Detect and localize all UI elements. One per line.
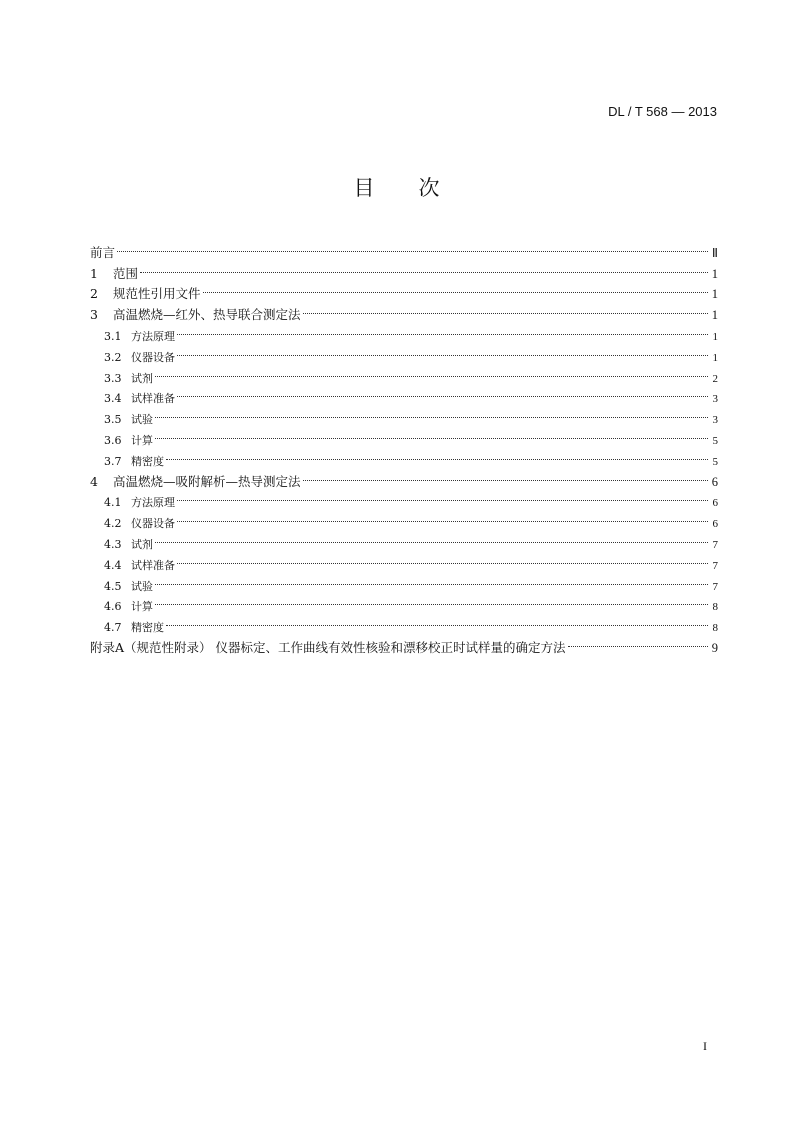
toc-entry[interactable]	[90, 402, 718, 427]
toc-entry-number: 4.3	[104, 537, 122, 551]
dot-leader	[155, 402, 708, 423]
toc-entry-page: 3	[712, 393, 718, 406]
toc-entry-number: 2	[90, 286, 98, 302]
toc-entry[interactable]	[90, 340, 718, 364]
dot-leader	[177, 506, 708, 527]
page-number: I	[703, 1039, 707, 1053]
dot-leader	[155, 569, 708, 590]
dot-leader	[140, 257, 708, 278]
dot-leader	[177, 340, 708, 361]
toc-entry-label: 试验	[131, 579, 153, 593]
toc-entry[interactable]	[90, 382, 718, 406]
toc-entry-number: 1	[90, 265, 98, 281]
toc-entry-page: Ⅱ	[711, 245, 718, 260]
toc-entry-number: 4.2	[104, 517, 122, 531]
toc-entry-page: 1	[712, 351, 718, 364]
toc-entry-number: 4.7	[104, 621, 122, 635]
toc-entry-number: 3.4	[104, 392, 122, 406]
toc-entry[interactable]	[90, 548, 718, 572]
toc-entry-label: 规范性引用文件	[113, 286, 201, 302]
toc-entry[interactable]	[90, 278, 718, 302]
toc-entry-page: 6	[711, 474, 718, 489]
dot-leader	[166, 610, 708, 631]
toc-entry-label: 方法原理	[131, 329, 175, 343]
toc-entry-page: 5	[712, 434, 718, 447]
toc-entry-label: 试验	[131, 413, 153, 427]
dot-leader	[155, 590, 708, 611]
toc-entry-label: 精密度	[131, 621, 164, 635]
toc-entry[interactable]	[90, 506, 718, 531]
toc-entry-page: 6	[712, 497, 718, 510]
toc-entry-page: 8	[712, 601, 718, 614]
table-of-contents	[90, 236, 718, 655]
toc-entry-label: 试样准备	[131, 392, 175, 406]
dot-leader	[155, 423, 708, 444]
toc-entry-page: 7	[712, 559, 718, 572]
toc-entry-label: 试剂	[131, 371, 153, 385]
dot-leader	[177, 319, 708, 340]
toc-entry-page: 7	[712, 538, 718, 551]
toc-entry-label: 计算	[131, 433, 153, 447]
toc-entry-label: 附录A（规范性附录） 仪器标定、工作曲线有效性核验和漂移校正时试样量的确定方法	[90, 639, 566, 655]
dot-leader	[177, 382, 708, 403]
toc-entry[interactable]	[90, 257, 718, 281]
toc-entry-label: 试剂	[131, 537, 153, 551]
toc-entry-page: 6	[712, 518, 718, 531]
toc-entry[interactable]	[90, 465, 718, 489]
toc-entry-label: 高温燃烧—红外、热导联合测定法	[113, 307, 301, 323]
toc-entry-number: 4.6	[104, 600, 122, 614]
toc-entry-label: 仪器设备	[131, 350, 175, 364]
toc-entry-page: 7	[712, 580, 718, 593]
toc-entry[interactable]	[90, 423, 718, 447]
dot-leader	[166, 444, 708, 465]
toc-entry[interactable]	[90, 361, 718, 385]
toc-entry-page: 2	[712, 372, 718, 385]
toc-entry-number: 3.3	[104, 371, 122, 385]
standard-code-prefix: DL / T	[608, 104, 647, 119]
standard-code	[608, 104, 717, 119]
toc-entry-number: 4.5	[104, 579, 122, 593]
toc-entry[interactable]	[90, 569, 718, 593]
toc-entry[interactable]	[90, 486, 718, 510]
toc-entry[interactable]	[90, 527, 718, 551]
toc-entry-label: 高温燃烧—吸附解析—热导测定法	[113, 473, 301, 489]
toc-entry-number: 4.1	[104, 496, 122, 510]
standard-code-number: 568 — 2013	[646, 104, 717, 119]
page-title: 目次	[353, 176, 484, 200]
toc-entry[interactable]	[90, 319, 718, 343]
toc-entry-page: 5	[712, 455, 718, 468]
toc-entry[interactable]	[90, 631, 718, 655]
toc-entry-label: 范围	[113, 265, 139, 281]
dot-leader	[177, 486, 708, 507]
toc-entry-label: 前言	[90, 244, 116, 260]
toc-entry-page: 1	[711, 287, 718, 302]
toc-entry-number: 3.1	[104, 329, 122, 343]
toc-entry-page: 8	[712, 622, 718, 635]
toc-entry-label: 精密度	[131, 454, 164, 468]
toc-entry-label: 仪器设备	[131, 517, 175, 531]
toc-entry-number: 3.7	[104, 454, 122, 468]
toc-entry-page: 1	[712, 330, 718, 343]
dot-leader	[117, 236, 708, 257]
toc-entry-number: 3.5	[104, 413, 122, 427]
toc-entry-label: 计算	[131, 600, 153, 614]
dot-leader	[155, 527, 708, 548]
toc-entry[interactable]	[90, 590, 718, 614]
dot-leader	[177, 548, 708, 569]
toc-entry-page: 1	[711, 308, 718, 323]
toc-entry-page: 1	[711, 266, 718, 281]
toc-entry-page: 9	[711, 640, 718, 655]
toc-entry-label: 试样准备	[131, 558, 175, 572]
dot-leader	[303, 465, 708, 486]
toc-entry-number: 3.2	[104, 350, 122, 364]
toc-entry-label: 方法原理	[131, 496, 175, 510]
dot-leader	[568, 631, 708, 652]
toc-entry-number: 3	[90, 307, 98, 323]
toc-entry-page: 3	[712, 414, 718, 427]
dot-leader	[203, 278, 708, 299]
toc-entry[interactable]	[90, 444, 718, 468]
toc-entry-number: 4.4	[104, 558, 122, 572]
toc-entry-number: 3.6	[104, 433, 122, 447]
dot-leader	[303, 298, 708, 319]
toc-entry-number: 4	[90, 473, 98, 489]
dot-leader	[155, 361, 708, 382]
toc-entry[interactable]	[90, 610, 718, 635]
toc-entry[interactable]	[90, 236, 718, 260]
